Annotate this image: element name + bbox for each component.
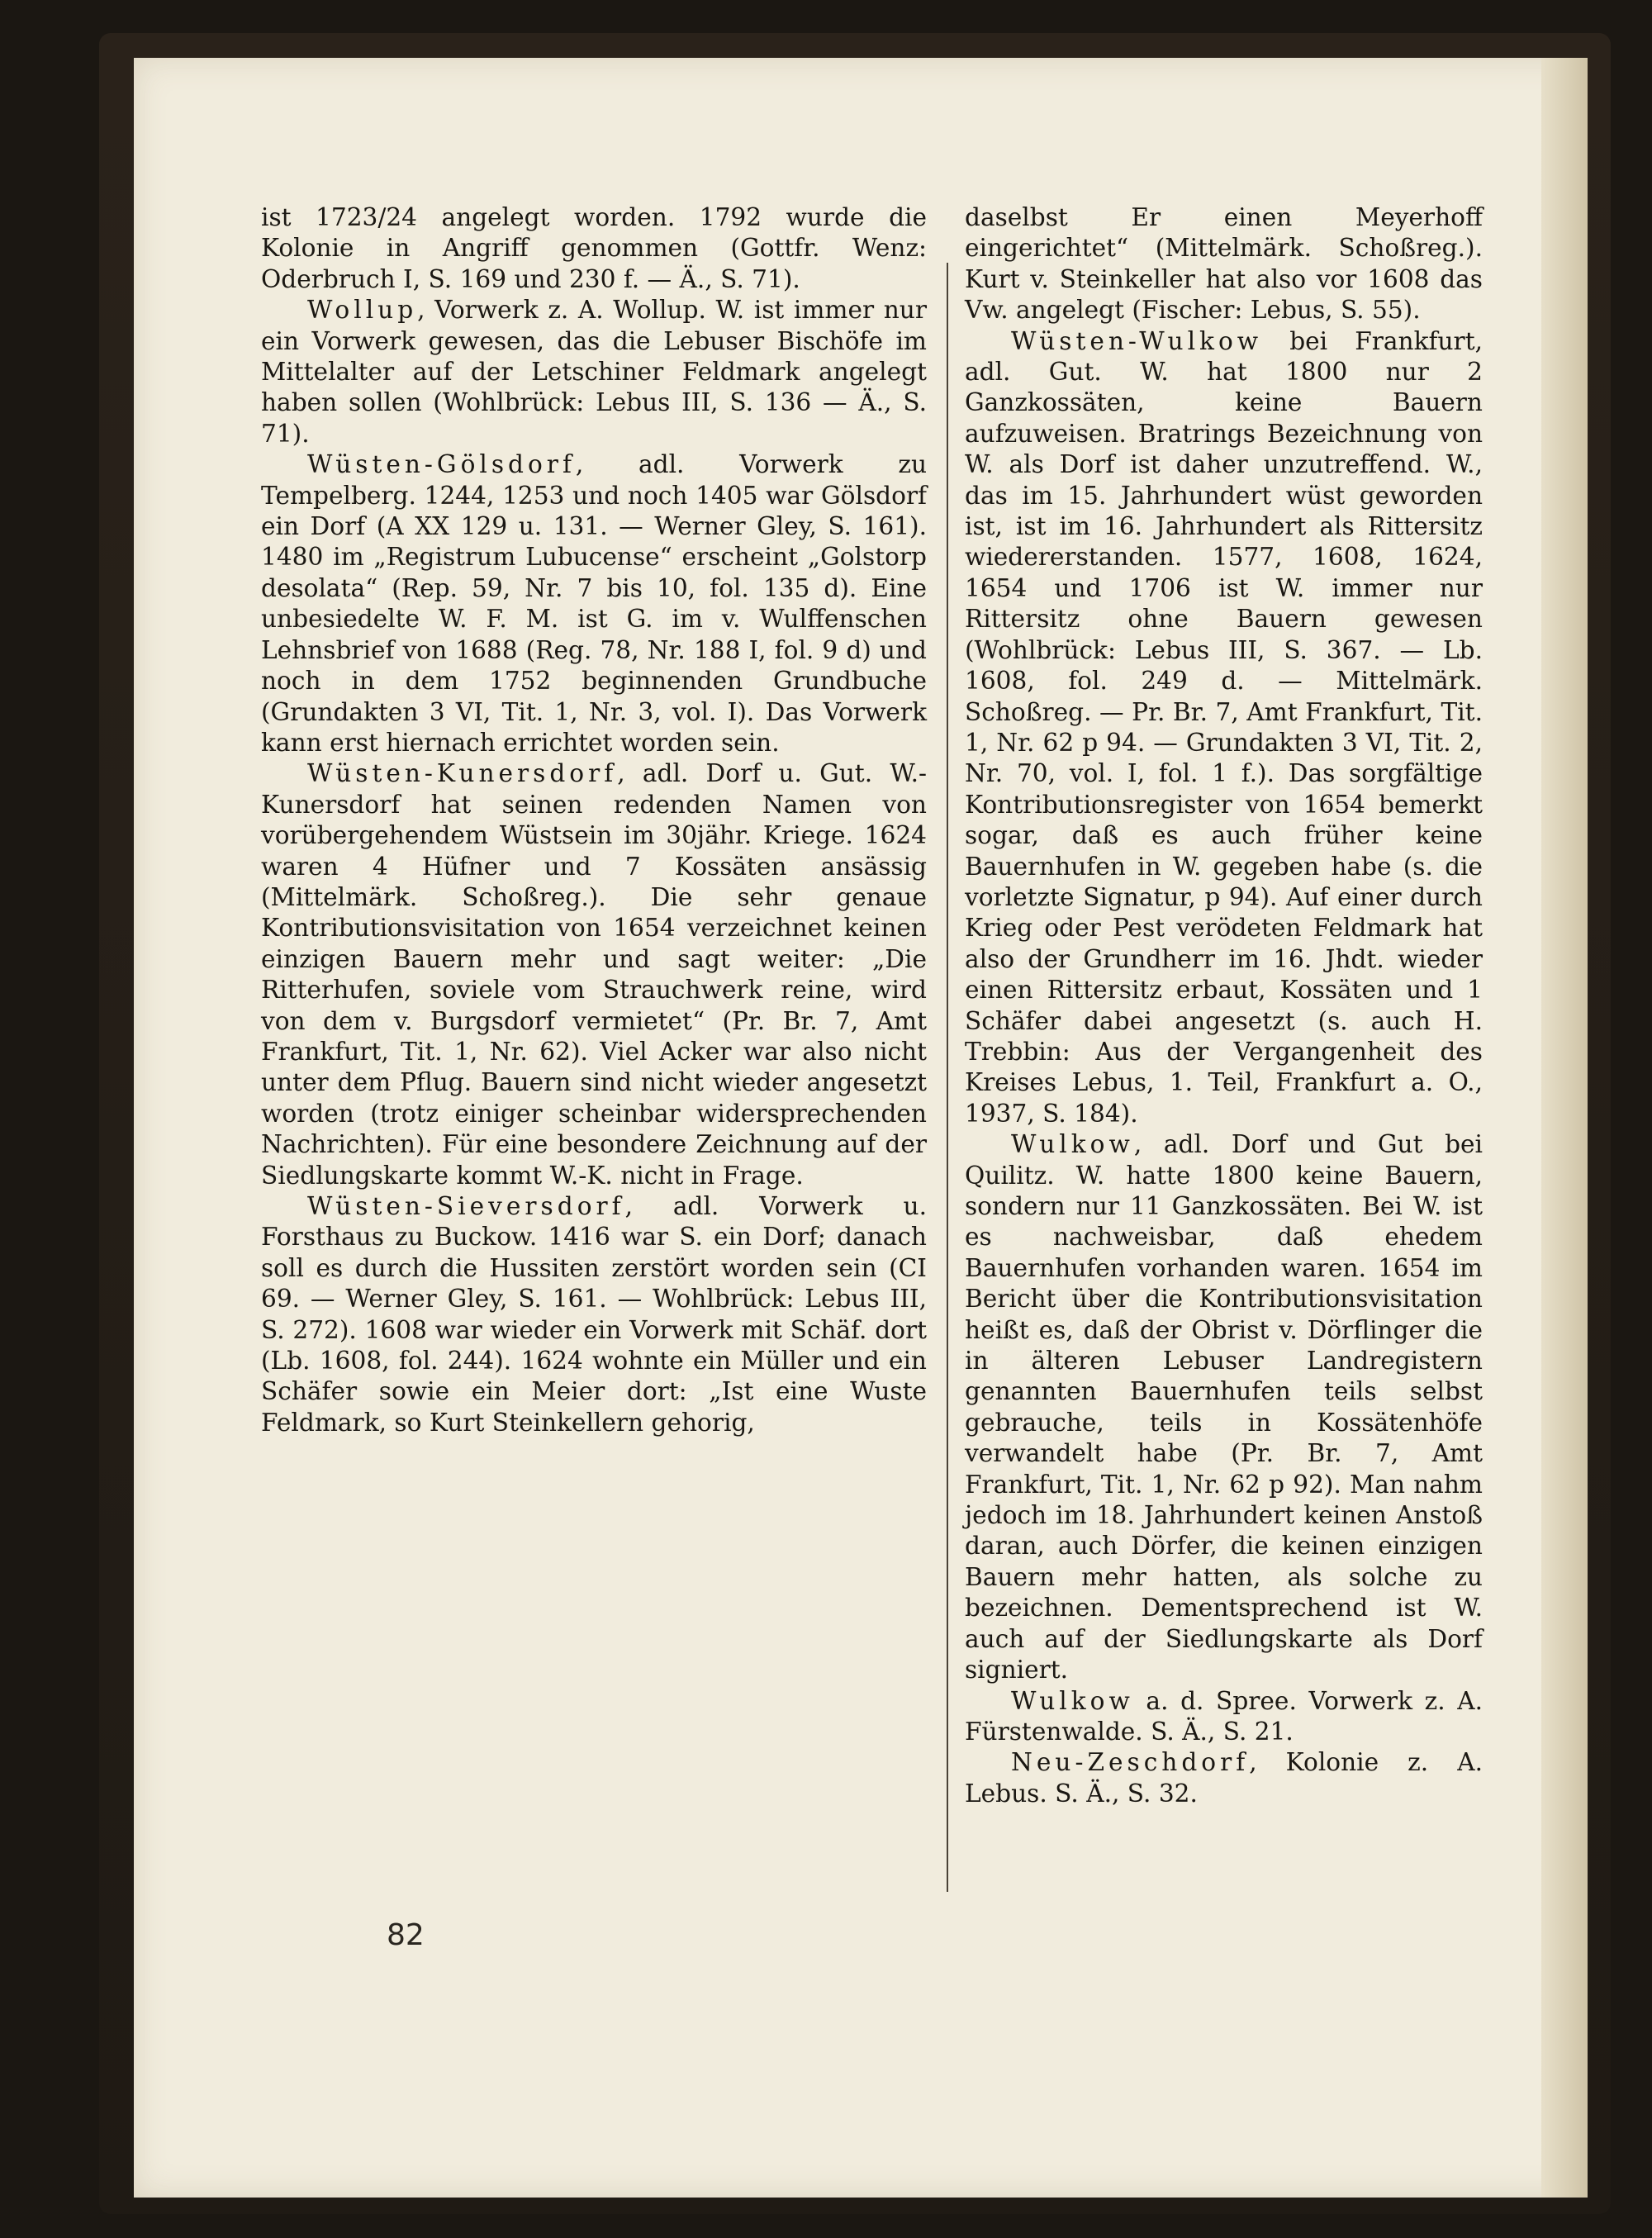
entry-text: , adl. Vorwerk u. Forsthaus zu Buckow. 1416 war S. ein Dorf; danach soll es durch die Hussiten zerstört worden sein (CI 69. — Werner Gley, S. 161. — Wohlbrück: Lebus III, S. 272). 1608 war wieder ein Vorwerk mit Schäf. dort (Lb. 1608, fol. 244). 1624 wohnte ein Müller und ein Schäfer sowie ein Meier dort: „Ist eine Wuste Feldmark, so Kurt Steinkellern gehorig, [261,1192,927,1437]
entry-text: ist 1723/24 angelegt worden. 1792 wurde die Kolonie in Angriff genommen (Gottfr. Wenz: Oderbruch I, S. 169 und 230 f. — Ä., S. 71). [261,203,927,293]
entry-text: a. d. Spree. Vorwerk z. A. Fürstenwalde. S. Ä., S. 21. [965,1686,1483,1746]
right-column [965,202,1483,1809]
entry-wuesten-goelsdorf [261,449,927,758]
page-number: 82 [387,1918,425,1952]
entry-wollup [261,295,927,449]
entry-text: , adl. Dorf und Gut bei Quilitz. W. hatte 1800 keine Bauern, sondern nur 11 Ganzkossäten. Bei W. ist es nachweisbar, daß ehedem Bauernhufen vorhanden waren. 1654 im Bericht über die Kontributionsvisitation heißt es, daß der Obrist v. Dörflinger die in älteren Lebuser Landregistern genannten Bauernhufen teils selbst gebrauche, teils in Kossätenhöfe verwandelt habe (Pr. Br. 7, Amt Frankfurt, Tit. 1, Nr. 62 p 92). Man nahm jedoch im 18. Jahrhundert keinen Anstoß daran, auch Dörfer, die keinen einzigen Bauern mehr hatten, als solche zu bezeichnen. Dementsprechend ist W. auch auf der Siedlungskarte als Dorf signiert. [965,1130,1483,1684]
entry-headword: Wollup [307,296,418,325]
entry-headword: Wulkow [1011,1130,1134,1159]
left-column [261,202,927,1438]
entry-continuation [261,202,927,295]
entry-wuesten-sieversdorf [261,1191,927,1438]
entry-text: , Kolonie z. A. Lebus. S. Ä., S. 32. [965,1748,1483,1808]
page-gutter [1541,58,1588,2198]
column-divider [947,263,948,1892]
entry-text: daselbst Er einen Meyerhoff eingerichtet“ (Mittelmärk. Schoßreg.). Kurt v. Steinkeller hat also vor 1608 das Vw. angelegt (Fischer: Lebus, S. 55). [965,203,1483,325]
entry-text: , adl. Dorf u. Gut. W.-Kunersdorf hat seinen redenden Namen von vorübergehendem Wüstsein im 30jähr. Kriege. 1624 waren 4 Hüfner und 7 Kossäten ansässig (Mittelmärk. Schoßreg.). Die sehr genaue Kontributionsvisitation von 1654 verzeichnet keinen einzigen Bauern mehr und sagt weiter: „Die Ritterhufen, soviele vom Strauchwerk reine, wird von dem v. Burgsdorf vermietet“ (Pr. Br. 7, Amt Frankfurt, Tit. 1, Nr. 62). Viel Acker war also nicht unter dem Pflug. Bauern sind nicht wieder angesetzt worden (trotz einiger scheinbar widersprechenden Nachrichten). Für eine besondere Zeichnung auf der Siedlungskarte kommt W.-K. nicht in Frage. [261,759,927,1190]
entry-continuation [965,202,1483,326]
entry-headword: Wüsten-Gölsdorf [307,450,576,479]
entry-wulkow-spree [965,1686,1483,1748]
entry-headword: Wüsten-Wulkow [1011,326,1263,355]
entry-neu-zeschdorf [965,1747,1483,1809]
entry-text: , Vorwerk z. A. Wollup. W. ist immer nur ein Vorwerk gewesen, das die Lebuser Bischöfe im Mittelalter auf der Letschiner Feldmark angelegt haben sollen (Wohlbrück: Lebus III, S. 136 — Ä., S. 71). [261,296,927,448]
entry-headword: Neu-Zeschdorf [1011,1748,1250,1777]
entry-wulkow [965,1129,1483,1685]
entry-text: , adl. Vorwerk zu Tempelberg. 1244, 1253 und noch 1405 war Gölsdorf ein Dorf (A XX 129 u. 131. — Werner Gley, S. 161). 1480 im „Registrum Lubucense“ erscheint „Golstorp desolata“ (Rep. 59, Nr. 7 bis 10, fol. 135 d). Eine unbesiedelte W. F. M. ist G. im v. Wulffenschen Lehnsbrief von 1688 (Reg. 78, Nr. 188 I, fol. 9 d) und noch in dem 1752 beginnenden Grundbuche (Grundakten 3 VI, Tit. 1, Nr. 3, vol. I). Das Vorwerk kann erst hiernach errichtet worden sein. [261,450,927,757]
entry-text: bei Frankfurt, adl. Gut. W. hat 1800 nur 2 Ganzkossäten, keine Bauern aufzuweisen. Bratrings Bezeichnung von W. als Dorf ist daher unzutreffend. W., das im 15. Jahrhundert wüst geworden ist, ist im 16. Jahrhundert als Rittersitz wiedererstanden. 1577, 1608, 1624, 1654 und 1706 ist W. immer nur Rittersitz ohne Bauern gewesen (Wohlbrück: Lebus III, S. 367. — Lb. 1608, fol. 249 d. — Mittelmärk. Schoßreg. — Pr. Br. 7, Amt Frankfurt, Tit. 1, Nr. 62 p 94. — Grundakten 3 VI, Tit. 2, Nr. 70, vol. I, fol. 1 f.). Das sorgfältige Kontributionsregister von 1654 bemerkt sogar, daß es auch früher keine Bauernhufen in W. gegeben habe (s. die vorletzte Signatur, p 94). Auf einer durch Krieg oder Pest verödeten Feldmark hat also der Grundherr im 16. Jhdt. wieder einen Rittersitz erbaut, Kossäten und 1 Schäfer dabei angesetzt (s. auch H. Trebbin: Aus der Vergangenheit des Kreises Lebus, 1. Teil, Frankfurt a. O., 1937, S. 184). [965,326,1483,1128]
entry-headword: Wüsten-Sieversdorf [307,1192,625,1220]
entry-wuesten-kunersdorf [261,758,927,1191]
entry-headword: Wüsten-Kunersdorf [307,759,618,788]
entry-headword: Wulkow [1011,1686,1134,1715]
entry-wuesten-wulkow [965,326,1483,1130]
